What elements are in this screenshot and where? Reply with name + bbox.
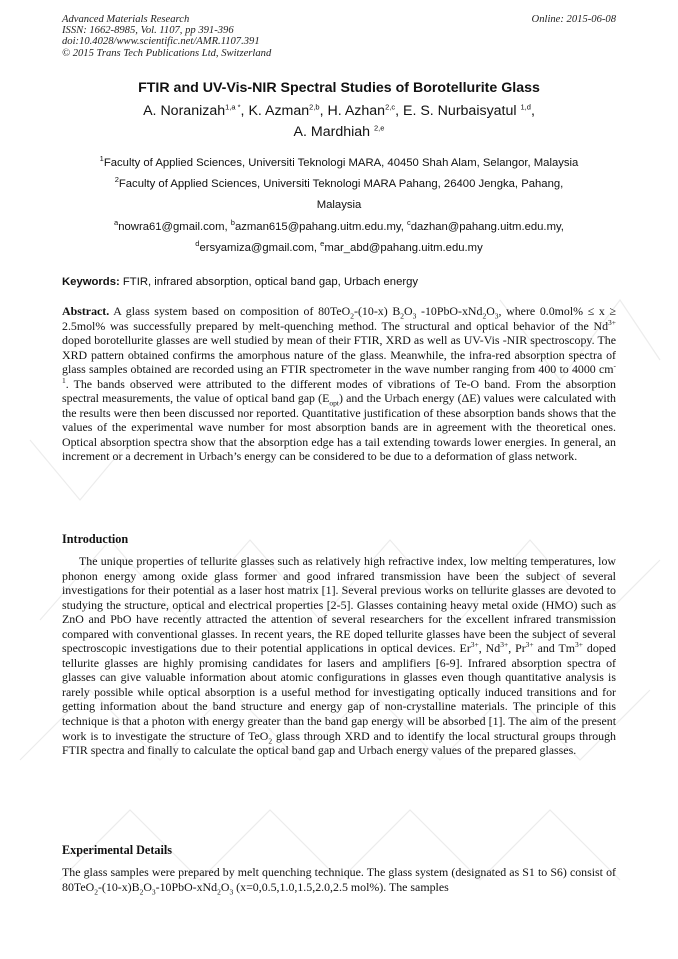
affiliation-sup: 1 <box>99 154 104 164</box>
author-sup: 1,d <box>520 102 531 112</box>
copyright-line: © 2015 Trans Tech Publications Ltd, Switzerland <box>62 47 272 59</box>
email-c: dazhan@pahang.uitm.edu.my, <box>410 221 564 233</box>
author-name: A. Mardhiah <box>293 124 371 140</box>
author-name: K. Azman <box>248 103 310 119</box>
keywords-text: FTIR, infrared absorption, optical band gap, Urbach energy <box>122 276 419 288</box>
issn-line: ISSN: 1662-8985, Vol. 1107, pp 391-396 <box>62 25 234 37</box>
keywords <box>62 276 418 288</box>
email-sup: a <box>114 218 119 228</box>
author-sup: 2,c <box>385 102 396 112</box>
author-sup: 1,a * <box>225 102 241 112</box>
email-sup: b <box>230 218 235 228</box>
author-sup: 2,b <box>309 102 320 112</box>
author-sup: 2,e <box>374 123 385 133</box>
abstract-label: Abstract. <box>62 304 110 318</box>
authors-line-1: A. Noranizah$^{1,a *}$, K. Azman$^{2,b}$, H. Azhan$^{2,c}$, E. S. Nurbaisyatul $^{1,d}$, <box>143 102 535 119</box>
email-d: ersyamiza@gmail.com, <box>199 242 321 254</box>
email-b: azman615@pahang.uitm.edu.my, <box>234 221 407 233</box>
email-sup: d <box>195 239 200 249</box>
email-a: nowra61@gmail.com, <box>118 221 231 233</box>
email-sup: c <box>406 218 411 228</box>
author-list <box>0 101 678 143</box>
affiliation-text-cont: Malaysia <box>316 199 362 211</box>
abstract: Abstract. A glass system based on composition of 80TeO$_2$-(10-x) $B_2O_3$ $-10PbO-xNd_2O_3$, where 0.0mol% ≤ x ≥ 2.5mol% was successfully prepared by melt-quenching method. The structural and optical behavior of the $Nd^{3+}$ doped borotellurite glasses are well studied by mean of their FTIR, XRD as well as UV-Vis -NIR spectroscopy. The XRD pattern obtained confirms the amorphous nature of the glass. Meanwhile, the infra-red absorption spectra of glass samples obtained are recorded using an FTIR spectrometer in the wave number ranging from 400 to 4000 $cm^{-1}$. The bands observed were attributed to the different modes of vibrations of Te-O band. From the absorption spectral measurements, the value of optical band gap $(E_{opt})$ and the Urbach energy (ΔE) values were calculated with the results were then been discussed nor reported. Quantitative justification of these absorption bands shows that the values of the experimental wave number for most absorption bands are in agreement with the theoretical ones. Optical absorption spectra show that the absorption edge has a tail extending towards lower energies. In general, an increment or a decrement in Urbach’s energy can be considered to be due to a deformation of glass network. <box>62 304 616 464</box>
journal-header <box>62 14 616 59</box>
experimental-paragraph: The glass samples were prepared by melt quenching technique. The glass system (designated as S1 to S6) consist of $80TeO_2-(10-x)B_2O_3-10PbO-xNd_2O_3$ (x=0,0.5,1.0,1.5,2.0,2.5 mol%). The samples <box>62 865 616 896</box>
affiliation-text: Faculty of Applied Sciences, Universiti Teknologi MARA, 40450 Shah Alam, Selangor, Malaysia <box>103 157 579 169</box>
online-date: Online: 2015-06-08 <box>531 14 616 25</box>
affiliation-2 <box>0 174 678 216</box>
affiliation-1 <box>0 153 678 174</box>
paper-title: FTIR and UV-Vis-NIR Spectral Studies of Borotellurite Glass <box>138 80 540 96</box>
doi-line: doi:10.4028/www.scientific.net/AMR.1107.391 <box>62 36 260 48</box>
email-sup: e <box>320 239 325 249</box>
email-list <box>0 217 678 259</box>
section-heading-introduction: Introduction <box>62 532 129 546</box>
affiliation-sup: 2 <box>114 175 119 185</box>
authors-line-2 <box>0 122 678 143</box>
keywords-label: Keywords: <box>62 276 120 288</box>
author-name: E. S. Nurbaisyatul <box>402 103 517 119</box>
journal-name: Advanced Materials Research <box>62 14 190 25</box>
author-name: H. Azhan <box>327 103 386 119</box>
section-heading-experimental: Experimental Details <box>62 843 173 857</box>
affiliation-text: Faculty of Applied Sciences, Universiti Teknologi MARA Pahang, 26400 Jengka, Pahang, <box>118 178 564 190</box>
email-e: mar_abd@pahang.uitm.edu.my <box>324 242 483 254</box>
introduction-paragraph: The unique properties of tellurite glasses such as relatively high refractive index, low melting temperatures, low phonon energy among oxide glass former and good infrared transmission have been the subject of several investigations for their potential as a laser host matrix [1]. Several previous works on tellurite glasses are devoted to studying the structure, optical and electrical properties [2-5]. Glasses containing heavy metal oxide (HMO) such as ZnO and PbO have recently attracted the attention of several researchers for the excellent infrared transmission compared with conventional glasses. In recent years, the RE doped tellurite glasses have been the subject of several spectroscopic investigations due to their potential applications in optical devices. $Er^{3+}$, $Nd^{3+}$, $Pr^{3+}$ and $Tm^{3+}$ doped tellurite glasses are highly promising candidates for lasers and amplifiers [6-9]. Infrared absorption spectra of glasses can give valuable information about atomic configurations in glasses even though quantitative analysis is rarely possible while optical absorption is a useful method for investigating optically induced transitions and for getting information about the band structure and energy gap of non-crystalline materials. The principle of this technique is that a photon with energy greater than the band gap energy will be absorbed [1]. The aim of the present work is to investigate the structure of TeO$_2$ glass through XRD and to identify the local structural groups through FTIR spectra and finally to calculate the optical band gap and Urbach energy values of the prepared glasses. <box>62 554 616 758</box>
author-name: A. Noranizah <box>143 103 226 119</box>
